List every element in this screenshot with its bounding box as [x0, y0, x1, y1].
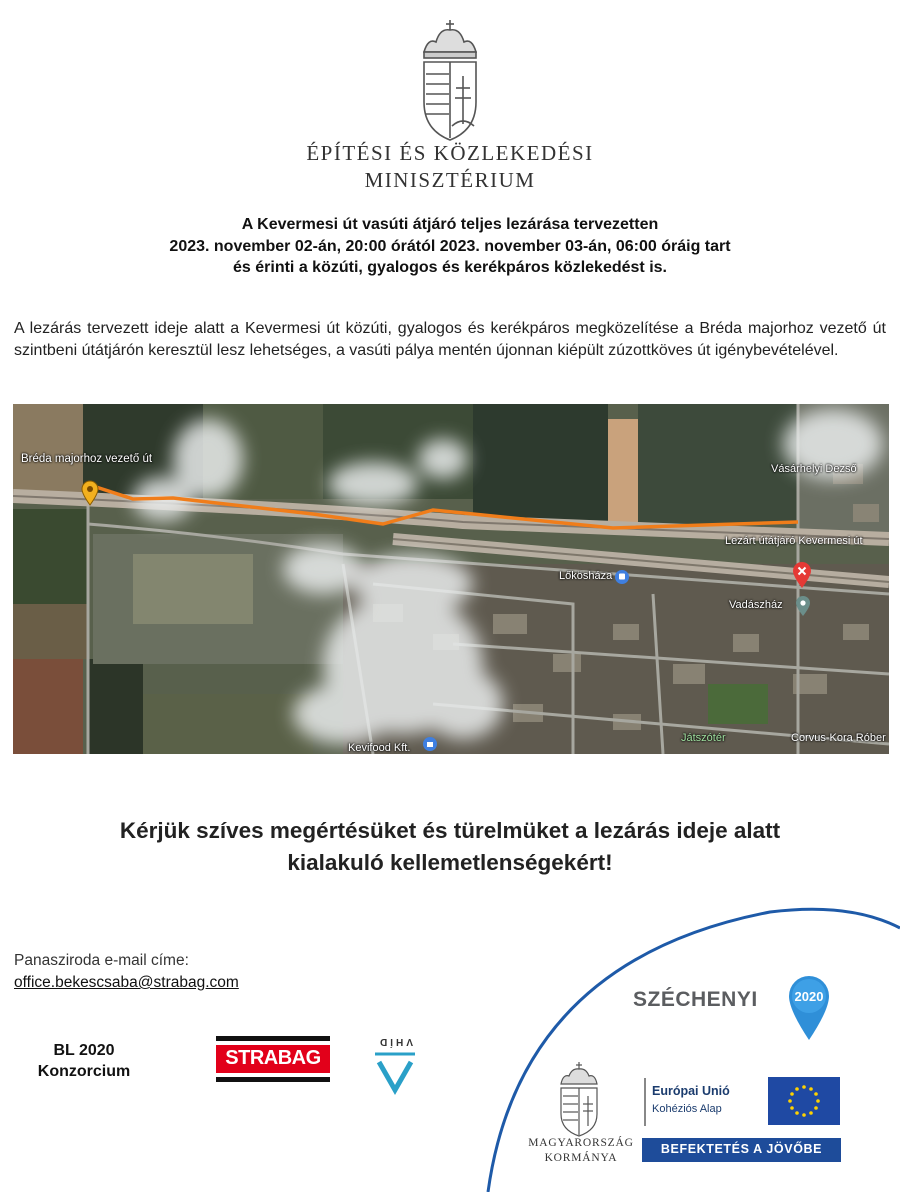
map-label-vasarhelyi: Vásárhelyi Dezső: [771, 463, 857, 475]
eu-subtitle: Kohéziós Alap: [652, 1103, 722, 1115]
coat-of-arms-icon: [414, 18, 486, 142]
shop-icon: [423, 737, 437, 751]
map-label-corvus: Corvus-Kora Róber: [791, 732, 886, 744]
government-name-line1: MAGYARORSZÁG: [528, 1137, 634, 1149]
closing-line2: kialakuló kellemetlenségekért!: [287, 850, 613, 875]
closed-crossing-marker-icon: [792, 561, 812, 589]
map-label-kevifood: Kevifood Kft.: [348, 742, 411, 754]
ministry-crest-logo: [0, 18, 900, 147]
map-label-closed-crossing: Lezárt útátjáró Kevermesi út: [725, 535, 863, 547]
consortium-name: [14, 1040, 154, 1082]
consortium-line2: Konzorcium: [37, 1063, 131, 1080]
szechenyi-logo-text: SZÉCHENYI: [633, 988, 758, 1011]
vhid-v-icon: [365, 1050, 425, 1098]
government-name-line2: KORMÁNYA: [544, 1152, 618, 1164]
breda-pin-icon: [81, 480, 99, 506]
strabag-logo-text: STRABAG: [225, 1047, 321, 1069]
invest-banner-text: BEFEKTETÉS A JÖVŐBE: [660, 1142, 823, 1156]
ministry-name: [0, 140, 900, 194]
consortium-line1: BL 2020: [53, 1042, 115, 1059]
eu-flag-icon: [768, 1077, 840, 1125]
map-label-breda: Bréda majorhoz vezető út: [21, 453, 153, 465]
map-label-jatszoter: Játszótér: [681, 732, 726, 744]
government-crest-icon: [553, 1062, 605, 1138]
szechenyi-year: 2020: [794, 989, 824, 1004]
contact-email-link[interactable]: office.bekescsaba@strabag.com: [14, 974, 239, 991]
closing-line1: Kérjük szíves megértésüket és türelmüket a lezárás ideje alatt: [119, 818, 781, 843]
map-label-lokoshaza: Lőkösháza: [559, 570, 613, 582]
map-label-vadaszhaz: Vadászház: [729, 599, 783, 611]
vhid-logo: [365, 1036, 425, 1096]
ministry-name-line1: ÉPÍTÉSI ÉS KÖZLEKEDÉSI: [306, 141, 594, 165]
vhid-logo-text: VHÍD: [377, 1036, 413, 1047]
vadaszhaz-pin-icon: [795, 595, 811, 617]
closure-headline: [60, 214, 840, 279]
satellite-map: [13, 404, 889, 754]
szechenyi-pin-icon: [785, 972, 833, 1042]
ministry-name-line2: MINISZTÉRIUM: [364, 168, 536, 192]
train-station-icon: [615, 570, 629, 584]
closing-message: [0, 815, 900, 879]
eu-title: Európai Unió: [652, 1084, 730, 1098]
government-name: [520, 1136, 642, 1166]
headline-line1: A Kevermesi út vasúti átjáró teljes lezárása tervezetten: [241, 216, 659, 233]
headline-line3: és érinti a közúti, gyalogos és kerékpáros közlekedést is.: [233, 259, 667, 276]
intro-paragraph: A lezárás tervezett ideje alatt a Kevermesi út közúti, gyalogos és kerékpáros megközelítése a Bréda majorhoz vezető út szintbeni útátjárón keresztül lesz lehetséges, a vasúti pálya mentén újonnan kiépült zúzottköves út igénybevételével.: [14, 320, 886, 359]
contact-label: Panasziroda e-mail címe:: [14, 952, 189, 969]
headline-line2: 2023. november 02-án, 20:00 órától 2023. november 03-án, 06:00 óráig tart: [169, 237, 731, 255]
